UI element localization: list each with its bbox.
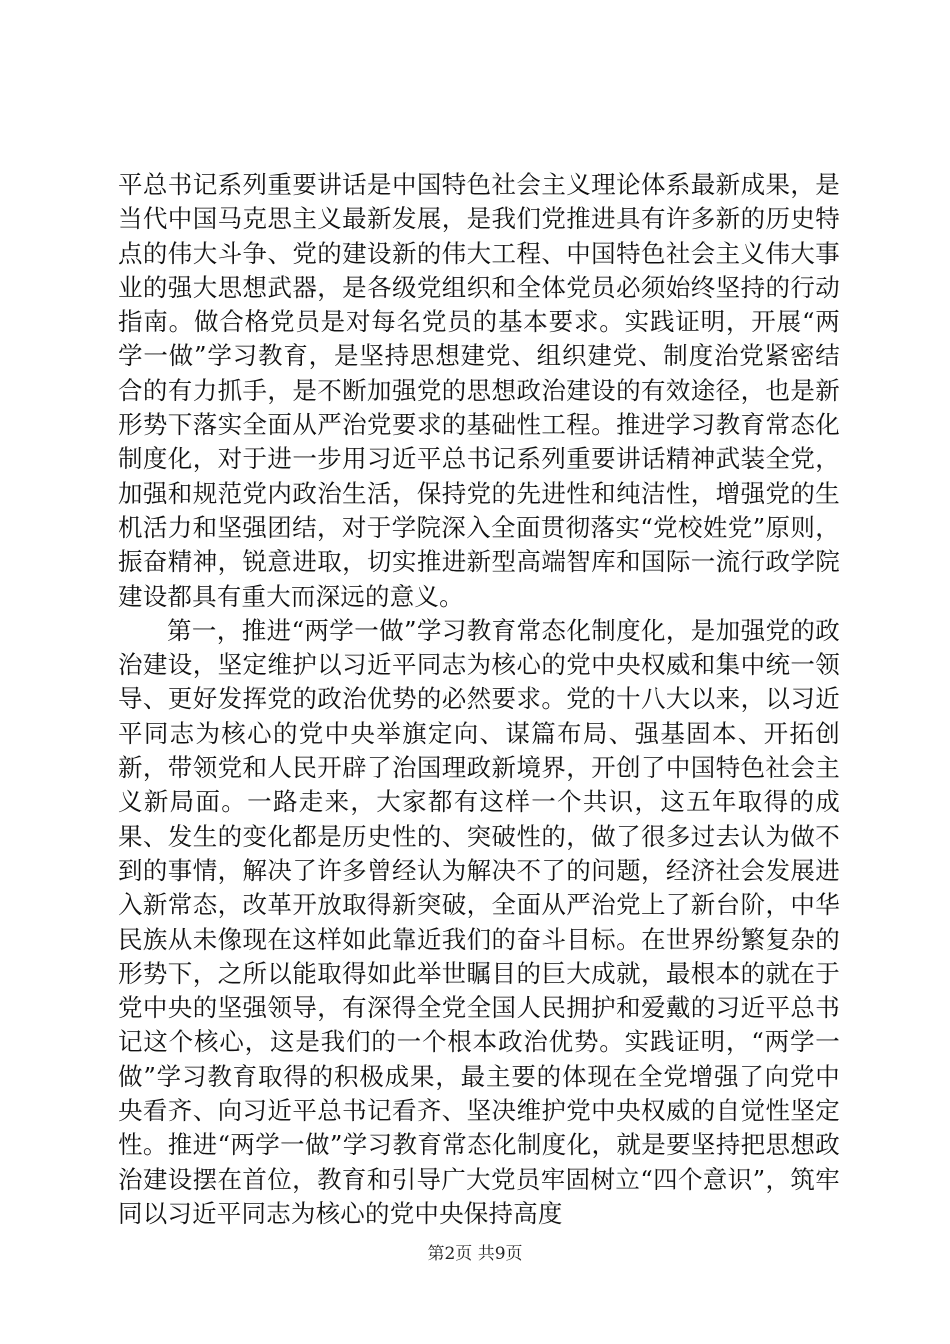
paragraph-first-point: 第一，推进“两学一做”学习教育常态化制度化，是加强党的政治建设，坚定维护以习近平同志为核心的党中央权威和集中统一领导、更好发挥党的政治优势的必然要求。党的十八大以来，以习近平同志为核心的党中央举旗定向、谋篇布局、强基固本、开拓创新，带领党和人民开辟了治国理政新境界，开创了中国特色社会主义新局面。一路走来，大家都有这样一个共识，这五年取得的成果、发生的变化都是历史性的、突破性的，做了很多过去认为做不到的事情，解决了许多曾经认为解决不了的问题，经济社会发展进入新常态，改革开放取得新突破，全面从严治党上了新台阶，中华民族从未像现在这样如此靠近我们的奋斗目标。在世界纷繁复杂的形势下，之所以能取得如此举世瞩目的巨大成就，最根本的就在于党中央的坚强领导，有深得全党全国人民拥护和爱戴的习近平总书记这个核心，这是我们的一个根本政治优势。实践证明，“两学一做”学习教育取得的积极成果，最主要的体现在全党增强了向党中央看齐、向习近平总书记看齐、坚决维护党中央权威的自觉性坚定性。推进“两学一做”学习教育常态化制度化，就是要坚持把思想政治建设摆在首位，教育和引导广大党员牢固树立“四个意识”，筑牢同以习近平同志为核心的党中央保持高度 [118,615,840,1228]
paragraph-continued: 平总书记系列重要讲话是中国特色社会主义理论体系最新成果，是当代中国马克思主义最新发展，是我们党推进具有许多新的历史特点的伟大斗争、党的建设新的伟大工程、中国特色社会主义伟大事业的强大思想武器，是各级党组织和全体党员必须始终坚持的行动指南。做合格党员是对每名党员的基本要求。实践证明，开展“两学一做”学习教育，是坚持思想建党、组织建党、制度治党紧密结合的有力抓手，是不断加强党的思想政治建设的有效途径，也是新形势下落实全面从严治党要求的基础性工程。推进学习教育常态化制度化，对于进一步用习近平总书记系列重要讲话精神武装全党，加强和规范党内政治生活，保持党的先进性和纯洁性，增强党的生机活力和坚强团结，对于学院深入全面贯彻落实“党校姓党”原则，振奋精神，锐意进取，切实推进新型高端智库和国际一流行政学院建设都具有重大而深远的意义。 [118,170,840,611]
document-body [118,168,840,1231]
page-number-footer: 第2页 共9页 [427,1244,523,1264]
